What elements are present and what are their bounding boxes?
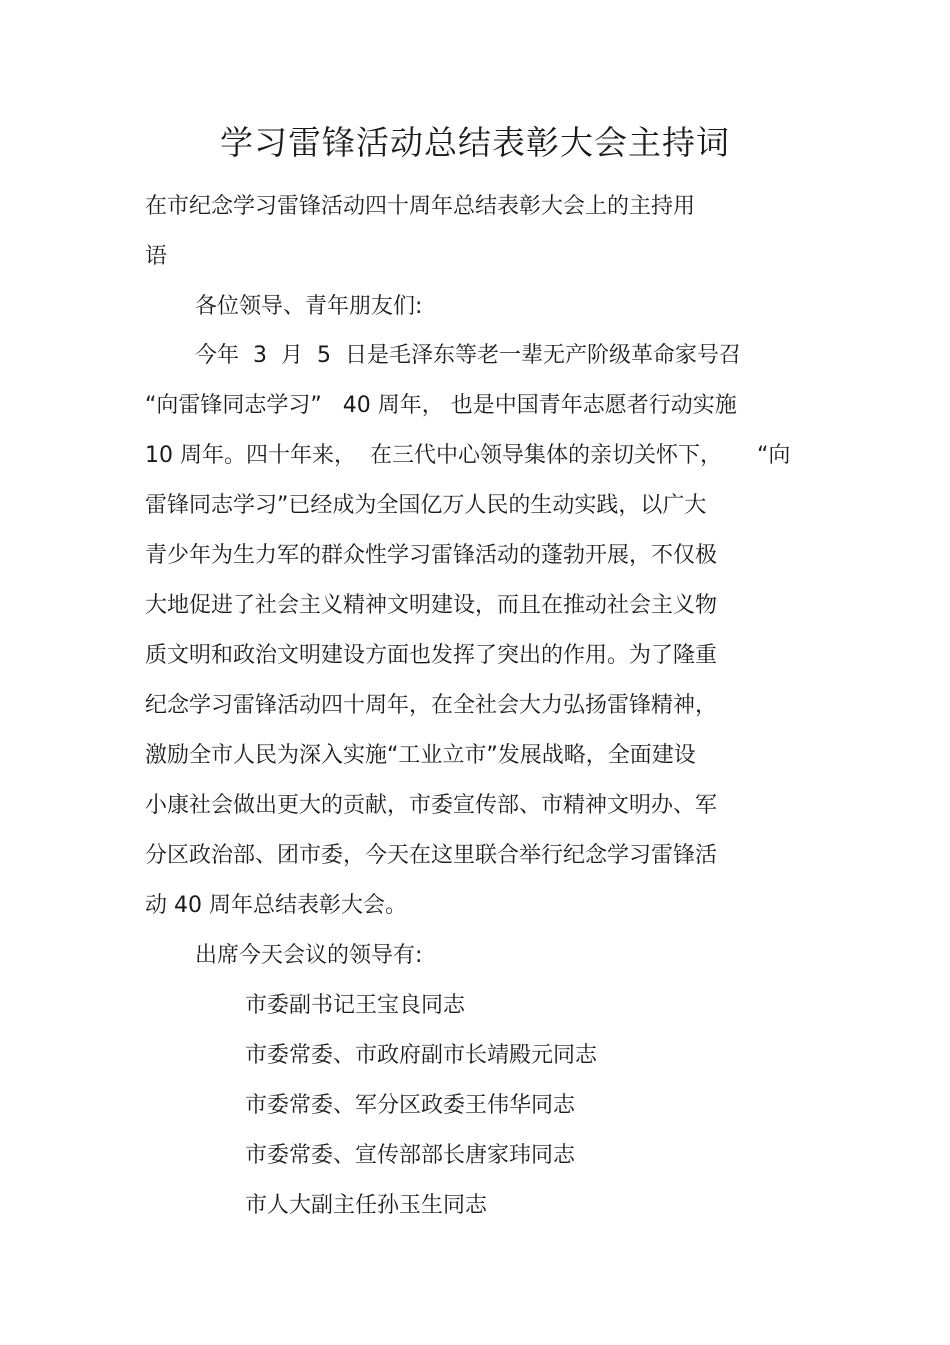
body-line: 质文明和政治文明建设方面也发挥了突出的作用。为了隆重 [145, 643, 718, 668]
document-title: 学习雷锋活动总结表彰大会主持词 [220, 123, 730, 162]
attendees-intro: 出席今天会议的领导有: [195, 943, 423, 968]
body-line: 动 40 周年总结表彰大会。 [145, 893, 407, 918]
attendee-item: 市人大副主任孙玉生同志 [245, 1193, 488, 1218]
subtitle-line: 语 [145, 244, 168, 269]
body-line: 激励全市人民为深入实施“工业立市”发展战略，全面建设 [145, 743, 696, 768]
body-line: 大地促进了社会主义精神文明建设，而且在推动社会主义物 [145, 593, 718, 618]
body-line: 雷锋同志学习”已经成为全国亿万人民的生动实践，以广大 [145, 493, 707, 518]
body-line: 分区政治部、团市委，今天在这里联合举行纪念学习雷锋活 [145, 843, 718, 868]
body-line: 小康社会做出更大的贡献，市委宣传部、市精神文明办、军 [145, 793, 718, 818]
attendee-item: 市委常委、宣传部部长唐家玮同志 [245, 1143, 576, 1168]
attendee-item: 市委常委、军分区政委王伟华同志 [245, 1093, 576, 1118]
greeting: 各位领导、青年朋友们: [195, 294, 423, 319]
attendee-item: 市委副书记王宝良同志 [245, 993, 466, 1018]
body-line: 今年 3 月 5 日是毛泽东等老一辈无产阶级革命家号召 [195, 343, 741, 368]
subtitle-line: 在市纪念学习雷锋活动四十周年总结表彰大会上的主持用 [145, 194, 696, 219]
body-line: “向雷锋同志学习” 40 周年， 也是中国青年志愿者行动实施 [145, 393, 737, 418]
body-line: 青少年为生力军的群众性学习雷锋活动的蓬勃开展，不仅极 [145, 543, 718, 568]
body-line: 10 周年。四十年来， 在三代中心领导集体的亲切关怀下， “向 [145, 443, 791, 468]
body-line: 纪念学习雷锋活动四十周年，在全社会大力弘扬雷锋精神， [145, 693, 718, 718]
attendee-item: 市委常委、市政府副市长靖殿元同志 [245, 1043, 598, 1068]
